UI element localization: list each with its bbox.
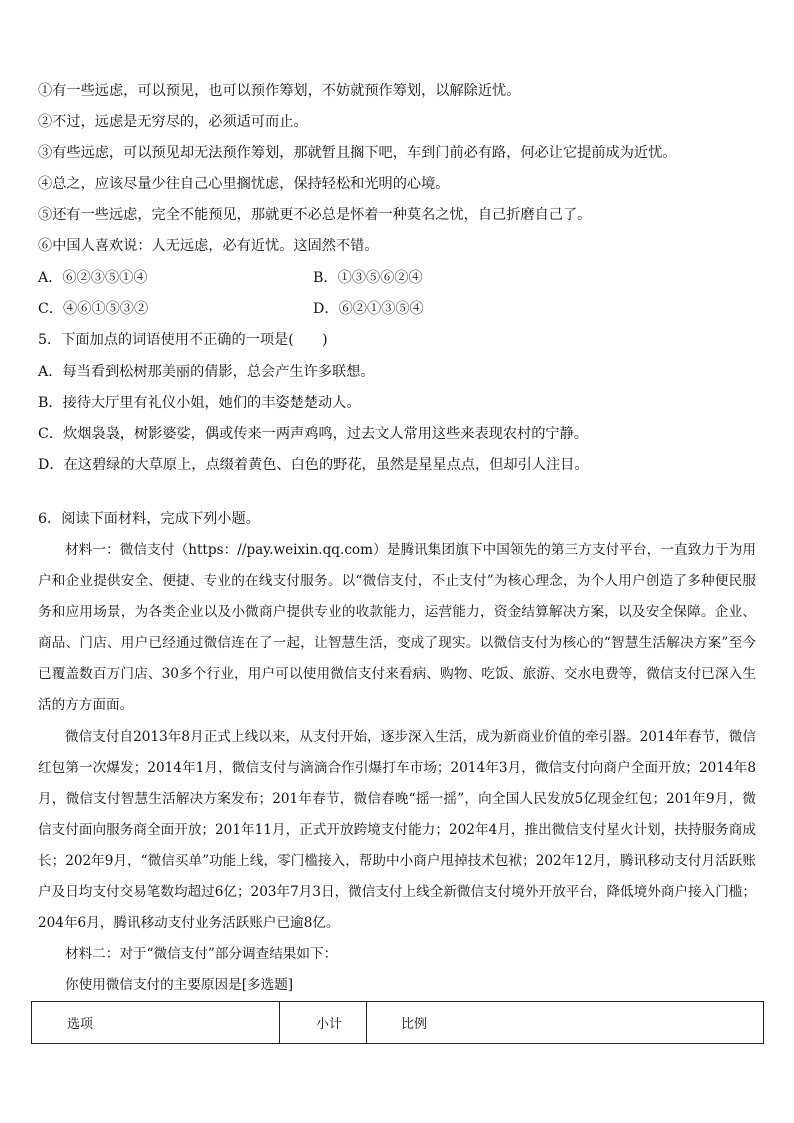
header-count: 小计	[280, 1002, 367, 1044]
sentence-2: ②不过，远虑是无穷尽的，必须适可而止。	[38, 114, 308, 130]
q5-option-a[interactable]: A．每当看到松树那美丽的倩影，总会产生许多联想。	[38, 364, 375, 380]
q5-stem: 5．下面加点的词语使用不正确的一项是( )	[38, 332, 328, 348]
q4-option-c[interactable]: C．④⑥①⑤③②	[38, 301, 149, 317]
q4-option-d[interactable]: D．⑥②①③⑤④	[313, 301, 424, 317]
material-2-intro: 材料二：对于“微信支付”部分调查结果如下：	[65, 946, 338, 962]
header-option: 选项	[32, 1002, 280, 1044]
header-ratio: 比例	[367, 1002, 764, 1044]
material-1-paragraph	[38, 535, 756, 721]
sentence-1: ①有一些远虑，可以预见，也可以预作筹划，不妨就预作筹划，以解除近忧。	[38, 83, 521, 99]
sentence-3: ③有些远虑，可以预见却无法预作筹划，那就暂且搁下吧，车到门前必有路，何必让它提前成为近忧。	[38, 145, 677, 161]
history-text: 微信支付自2013年8月正式上线以来，从支付开始，逐步深入生活，成为新商业价值的牵引器。2014年春节，微信红包第一次爆发；2014年1月，微信支付与滴滴合作引爆打车市场；2014年3月，微信支付向商户全面开放；2014年8月，微信支付智慧生活解决方案发布；201年春节，微信春晚“摇一摇”，向全国人民发放5亿现金红包；201年9月，微信支付面向服务商全面开放；201年11月，正式开放跨境支付能力；202年4月，推出微信支付星火计划，扶持服务商成长；202年9月，“微信买单”功能上线，零门槛接入，帮助中小商户甩掉技术包袱；202年12月，腾讯移动支付月活跃账户及日均支付交易笔数均超过6亿；203年7月3日，微信支付上线全新微信支付境外开放平台，降低境外商户接入门槛；204年6月，腾讯移动支付业务活跃账户已逾8亿。	[38, 729, 756, 931]
sentence-5: ⑤还有一些远虑，完全不能预见，那就更不必总是怀着一种莫名之忧，自己折磨自己了。	[38, 207, 592, 223]
q4-option-b[interactable]: B．①③⑤⑥②④	[313, 270, 423, 286]
q4-option-a[interactable]: A．⑥②③⑤①④	[38, 270, 148, 286]
survey-table	[31, 1001, 764, 1044]
history-paragraph	[38, 722, 756, 939]
q5-option-b[interactable]: B．接待大厅里有礼仪小姐，她们的丰姿楚楚动人。	[38, 395, 361, 411]
q6-stem: 6．阅读下面材料，完成下列小题。	[38, 511, 260, 527]
survey-question-title: 你使用微信支付的主要原因是[多选题]	[65, 977, 294, 993]
q5-option-d[interactable]: D．在这碧绿的大草原上，点缀着黄色、白色的野花，虽然是星星点点，但却引人注目。	[38, 457, 589, 473]
table-header-row	[32, 1002, 764, 1044]
sentence-4: ④总之，应该尽量少往自己心里搁忧虑，保持轻松和光明的心境。	[38, 176, 450, 192]
material-1-text: 材料一：微信支付（https：//pay.weixin.qq.com）是腾讯集团旗下中国领先的第三方支付平台，一直致力于为用户和企业提供安全、便捷、专业的在线支付服务。以“微信支付，不止支付”为核心理念，为个人用户创造了多种便民服务和应用场景，为各类企业以及小微商户提供专业的收款能力，运营能力，资金结算解决方案，以及安全保障。企业、商品、门店、用户已经通过微信连在了一起，让智慧生活，变成了现实。以微信支付为核心的“智慧生活解决方案”至今已覆盖数百万门店、30多个行业，用户可以使用微信支付来看病、购物、吃饭、旅游、交水电费等，微信支付已深入生活的方方面面。	[38, 542, 756, 713]
sentence-6: ⑥中国人喜欢说：人无远虑，必有近忧。这固然不错。	[38, 238, 379, 254]
q5-option-c[interactable]: C．炊烟袅袅，树影婆娑，偶或传来一两声鸡鸣，过去文人常用这些来表现农村的宁静。	[38, 426, 588, 442]
